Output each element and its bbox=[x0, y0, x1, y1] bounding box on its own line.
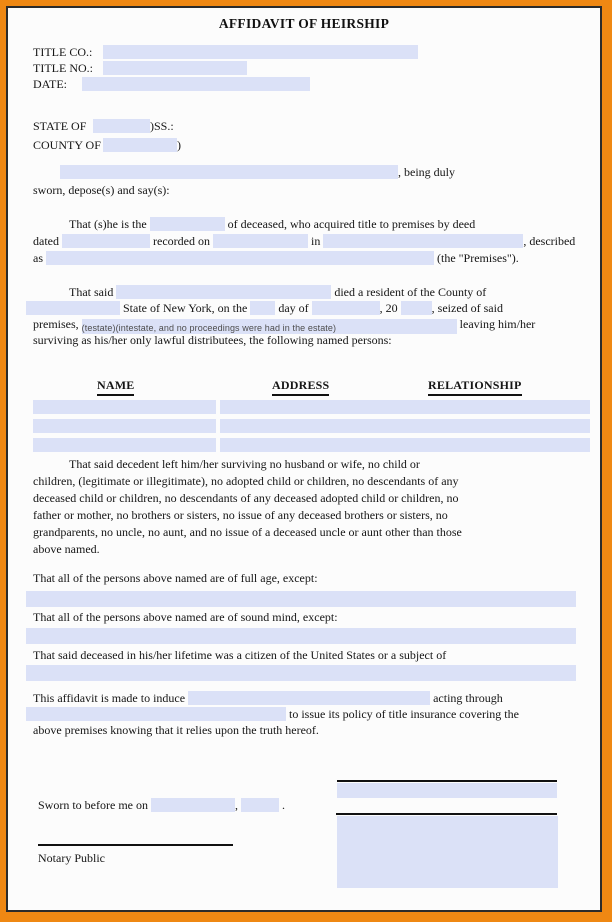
being-duly-text: , being duly bbox=[398, 165, 455, 179]
affiant-name-print-field[interactable] bbox=[337, 783, 557, 798]
heir-name-field-1[interactable] bbox=[33, 400, 216, 414]
intro-paragraph bbox=[33, 163, 455, 199]
no-survivors-line-4: father or mother, no brothers or sisters, no issue of any deceased brothers or sisters, no bbox=[33, 508, 448, 522]
state-of-row bbox=[33, 117, 181, 136]
decedent-line-2 bbox=[33, 300, 535, 316]
full-age-exception-field[interactable] bbox=[26, 591, 576, 607]
decedent-line-4: surviving as his/her only lawful distributees, the following named persons: bbox=[33, 333, 392, 347]
citizenship-label: That said deceased in his/her lifetime was a citizen of the United States or a subject of bbox=[33, 648, 447, 662]
column-header-relationship: RELATIONSHIP bbox=[428, 378, 522, 396]
decedent-line-1 bbox=[33, 284, 535, 300]
deed-text-2c: in bbox=[310, 234, 321, 248]
no-survivors-line-3: deceased child or children, no descendants of any deceased adopted child or children, no bbox=[33, 491, 459, 505]
full-age-label: That all of the persons above named are of full age, except: bbox=[33, 571, 318, 585]
notary-signature-line bbox=[38, 844, 233, 846]
document-page bbox=[6, 6, 602, 912]
title-co-field[interactable] bbox=[103, 45, 418, 59]
deed-line-3 bbox=[33, 250, 575, 267]
deed-paragraph bbox=[33, 216, 575, 267]
heir-address-relationship-field-3[interactable] bbox=[220, 438, 590, 452]
title-company-field[interactable] bbox=[188, 691, 430, 705]
induce-line-3: above premises knowing that it relies upon the truth hereof. bbox=[33, 723, 319, 737]
affiant-name-field[interactable] bbox=[60, 165, 398, 179]
deed-text-2b: recorded on bbox=[153, 234, 210, 248]
recorded-on-field[interactable] bbox=[213, 234, 308, 248]
ss-suffix: )SS.: bbox=[150, 119, 174, 133]
title-no-label: TITLE NO.: bbox=[33, 61, 93, 75]
induce-text-1a: This affidavit is made to induce bbox=[33, 691, 186, 705]
decedent-paragraph bbox=[33, 284, 535, 348]
title-no-row bbox=[33, 60, 418, 76]
title-no-field[interactable] bbox=[103, 61, 247, 75]
deed-line-2 bbox=[33, 233, 575, 250]
county-of-residence-field[interactable] bbox=[26, 301, 120, 315]
second-signature-line bbox=[336, 813, 557, 815]
heir-address-relationship-field-2[interactable] bbox=[220, 419, 590, 433]
decedent-text-2b: day of bbox=[278, 301, 309, 315]
column-header-address: ADDRESS bbox=[272, 378, 329, 396]
sworn-period: . bbox=[281, 798, 285, 812]
relationship-to-deceased-field[interactable] bbox=[150, 217, 225, 231]
heir-name-field-3[interactable] bbox=[33, 438, 216, 452]
death-month-field[interactable] bbox=[312, 301, 380, 315]
deed-text-3b: (the "Premises"). bbox=[437, 251, 519, 265]
no-survivors-line-2: children, (legitimate or illegitimate), no adopted child or children, no descendants of any bbox=[33, 474, 459, 488]
sworn-prefix-text: Sworn to before me on bbox=[38, 798, 148, 812]
county-close-paren: ) bbox=[177, 138, 181, 152]
decedent-text-1b: died a resident of the County of bbox=[334, 285, 487, 299]
sworn-year-field[interactable] bbox=[241, 798, 279, 812]
no-survivors-line-5: grandparents, no uncle, no aunt, and no issue of a deceased uncle or aunt other than those bbox=[33, 525, 462, 539]
premises-description-field[interactable] bbox=[46, 251, 434, 265]
sworn-line bbox=[38, 798, 285, 813]
induce-text-1b: acting through bbox=[433, 691, 503, 705]
induce-line-1 bbox=[33, 690, 519, 706]
deed-text-2d: , described bbox=[523, 234, 576, 248]
no-survivors-line-1: That said decedent left him/her surviving no husband or wife, no child or bbox=[69, 457, 420, 471]
county-field[interactable] bbox=[103, 138, 177, 152]
estate-status-text: (testate)(intestate, and no proceedings were had in the estate) bbox=[81, 323, 337, 333]
death-year-field[interactable] bbox=[401, 301, 432, 315]
affiant-line bbox=[33, 163, 455, 181]
deed-text-3a: as bbox=[33, 251, 43, 265]
decedent-line-3 bbox=[33, 316, 535, 332]
decedent-text-2d: , seized of said bbox=[431, 301, 503, 315]
sound-mind-label: That all of the persons above named are of sound mind, except: bbox=[33, 610, 338, 624]
decedent-text-2a: State of New York, on the bbox=[123, 301, 248, 315]
deed-date-field[interactable] bbox=[62, 234, 150, 248]
deed-text-1a: That (s)he is the bbox=[69, 217, 147, 231]
state-of-label: STATE OF bbox=[33, 119, 87, 133]
sworn-date-field[interactable] bbox=[151, 798, 235, 812]
sound-mind-exception-field[interactable] bbox=[26, 628, 576, 644]
induce-line-2 bbox=[33, 706, 519, 722]
column-header-name: NAME bbox=[97, 378, 134, 396]
deed-text-1b: of deceased, who acquired title to premises by deed bbox=[227, 217, 476, 231]
death-day-field[interactable] bbox=[250, 301, 275, 315]
induce-paragraph bbox=[33, 690, 519, 738]
date-field[interactable] bbox=[82, 77, 310, 91]
state-field[interactable] bbox=[93, 119, 150, 133]
venue-block bbox=[33, 117, 181, 155]
date-row bbox=[33, 76, 418, 92]
decedent-text-2c: , 20 bbox=[379, 301, 398, 315]
deed-line-1 bbox=[33, 216, 575, 233]
no-survivors-line-6: above named. bbox=[33, 542, 100, 556]
heir-address-relationship-field-1[interactable] bbox=[220, 400, 590, 414]
citizenship-field[interactable] bbox=[26, 665, 576, 681]
agent-field[interactable] bbox=[26, 707, 286, 721]
date-label: DATE: bbox=[33, 77, 67, 91]
title-co-label: TITLE CO.: bbox=[33, 45, 93, 59]
sworn-depose-text: sworn, depose(s) and say(s): bbox=[33, 183, 170, 197]
title-co-row bbox=[33, 44, 418, 60]
deed-text-2a: dated bbox=[33, 234, 59, 248]
affiant-signature-line bbox=[337, 780, 557, 782]
decedent-text-1a: That said bbox=[69, 285, 114, 299]
no-survivors-paragraph bbox=[33, 456, 462, 558]
decedent-text-3a: premises, bbox=[33, 317, 79, 331]
county-of-row bbox=[33, 136, 181, 155]
county-of-label: COUNTY OF bbox=[33, 138, 101, 152]
induce-text-2: to issue its policy of title insurance covering the bbox=[289, 707, 519, 721]
notary-public-label: Notary Public bbox=[38, 851, 105, 865]
decedent-name-field[interactable] bbox=[116, 285, 331, 299]
heir-name-field-2[interactable] bbox=[33, 419, 216, 433]
decedent-text-3b: leaving him/her bbox=[459, 317, 536, 331]
page-title: AFFIDAVIT OF HEIRSHIP bbox=[218, 16, 390, 31]
sworn-comma: , bbox=[234, 798, 238, 812]
recorded-in-field[interactable] bbox=[323, 234, 523, 248]
notary-seal-field[interactable] bbox=[337, 816, 558, 888]
header-field-block bbox=[33, 44, 418, 92]
